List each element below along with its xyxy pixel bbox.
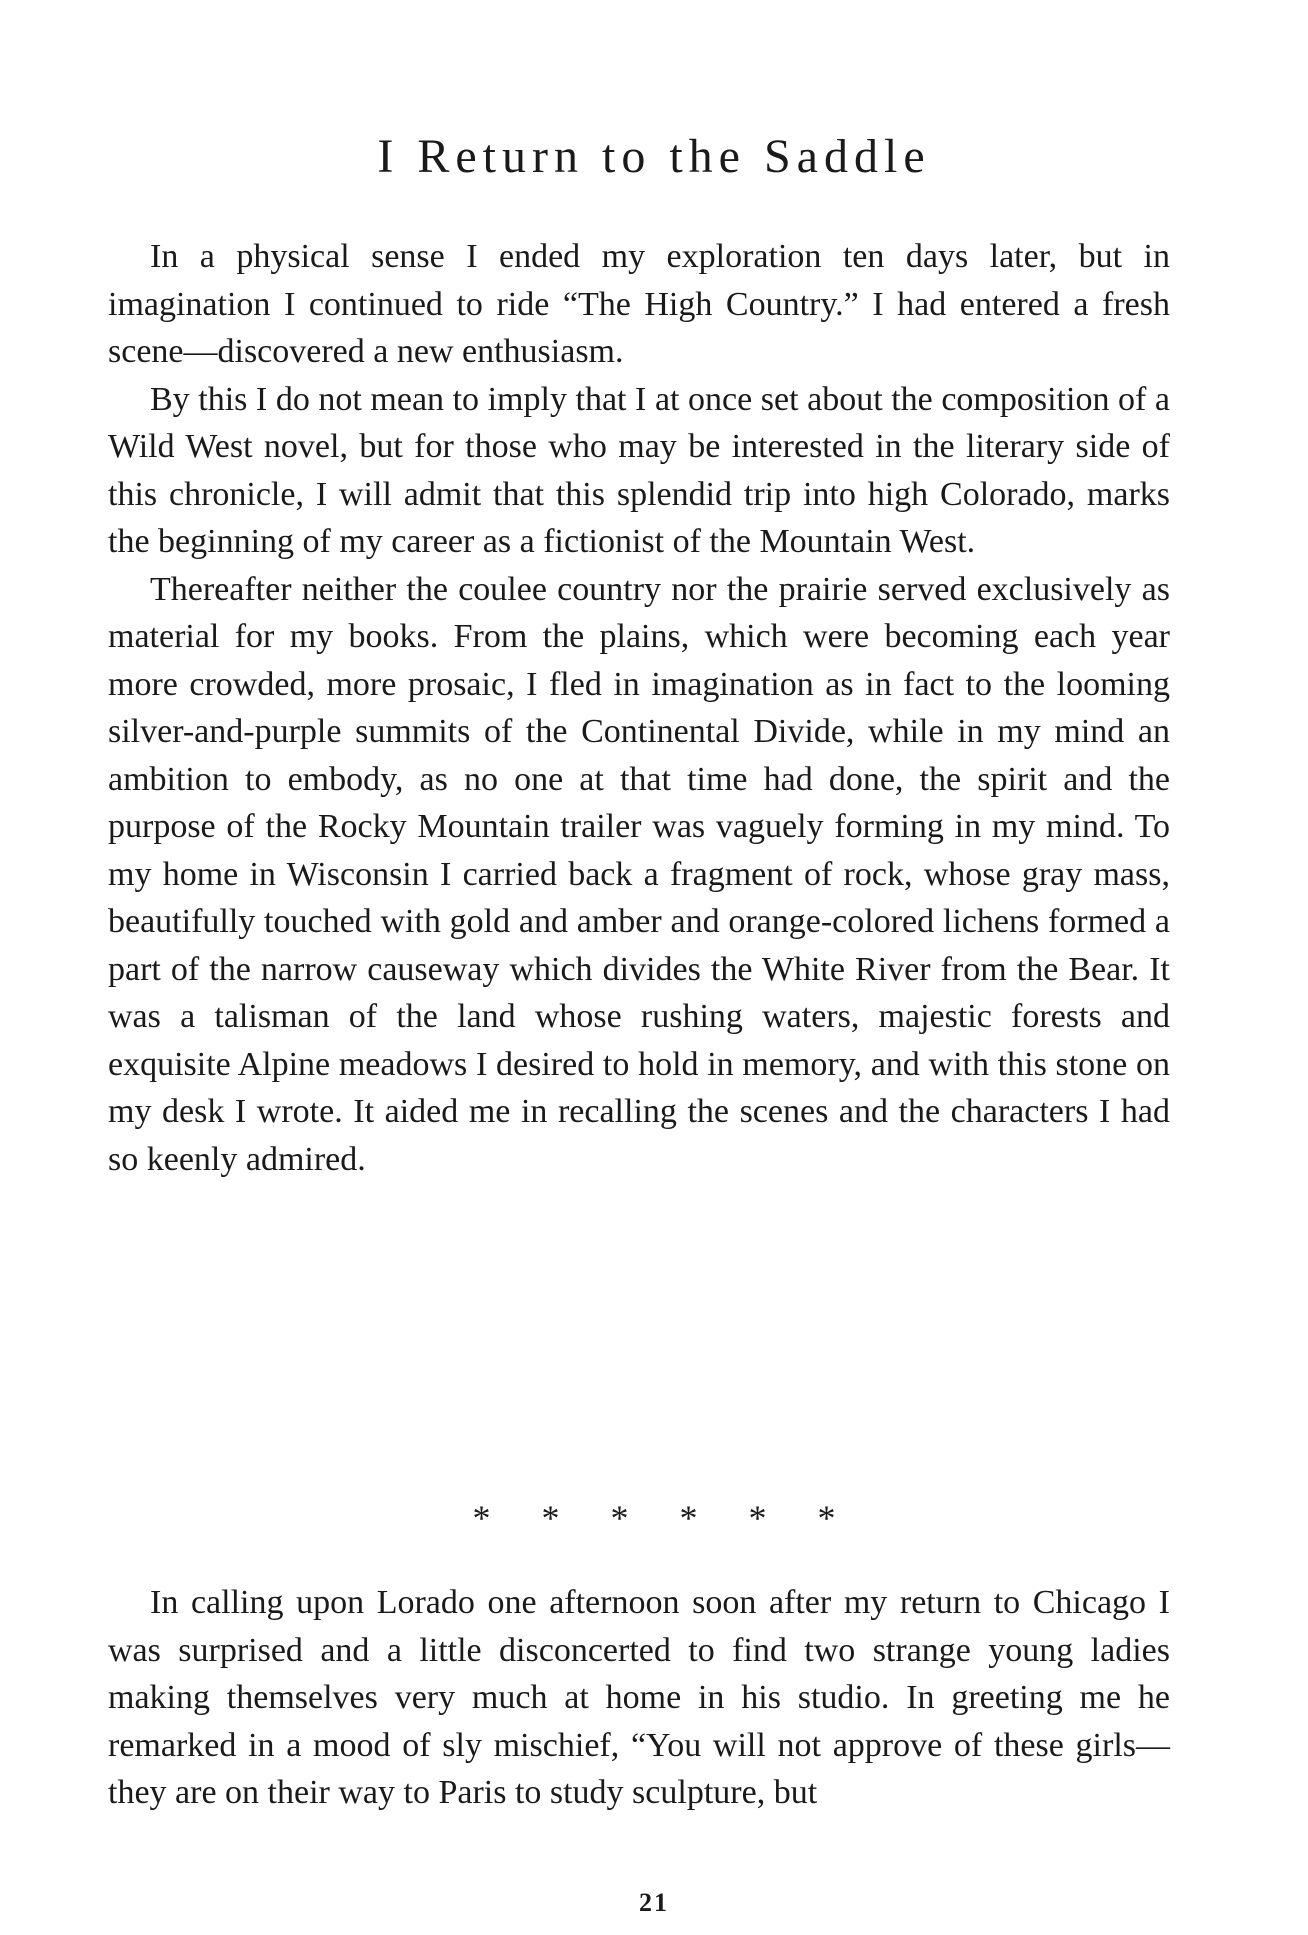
chapter-title: I Return to the Saddle: [377, 130, 931, 183]
paragraph-1: In a physical sense I ended my exploration ten days later, but in imagination I continued to ride “The High Country.” I had entered a fresh scene—discovered a new enthusiasm.: [108, 238, 1170, 370]
body-text-section-1: [108, 233, 1170, 1183]
paragraph-4: In calling upon Lorado one afternoon soon after my return to Chicago I was surprised and a little disconcerted to find two strange young ladies making themselves very much at home in his studio. In greeting me he remarked in a mood of sly mischief, “You will not approve of these girls—they are on their way to Paris to study sculpture, but: [108, 1584, 1170, 1811]
paragraph-3: Thereafter neither the coulee country nor the prairie served exclusively as material for my books. From the plains, which were becoming each year more crowded, more prosaic, I fled in imagination as in fact to the looming silver-and-purple summits of the Continental Divide, while in my mind an ambition to embody, as no one at that time had done, the spirit and the purpose of the Rocky Mountain trailer was vaguely forming in my mind. To my home in Wisconsin I carried back a fragment of rock, whose gray mass, beautifully touched with gold and amber and orange-colored lichens formed a part of the narrow causeway which divides the White River from the Bear. It was a talisman of the land whose rushing waters, majestic forests and exquisite Alpine meadows I desired to hold in memory, and with this stone on my desk I wrote. It aided me in recalling the scenes and the characters I had so keenly admired.: [108, 570, 1170, 1178]
page-number: 21: [639, 1888, 669, 1917]
body-text-section-2: [108, 1579, 1170, 1817]
section-separator: * * * * * *: [472, 1498, 836, 1538]
paragraph-2: By this I do not mean to imply that I at once set about the composition of a Wild West novel, but for those who may be interested in the literary side of this chronicle, I will admit that this splendid trip into high Colorado, marks the beginning of my career as a fictionist of the Mountain West.: [108, 380, 1170, 560]
